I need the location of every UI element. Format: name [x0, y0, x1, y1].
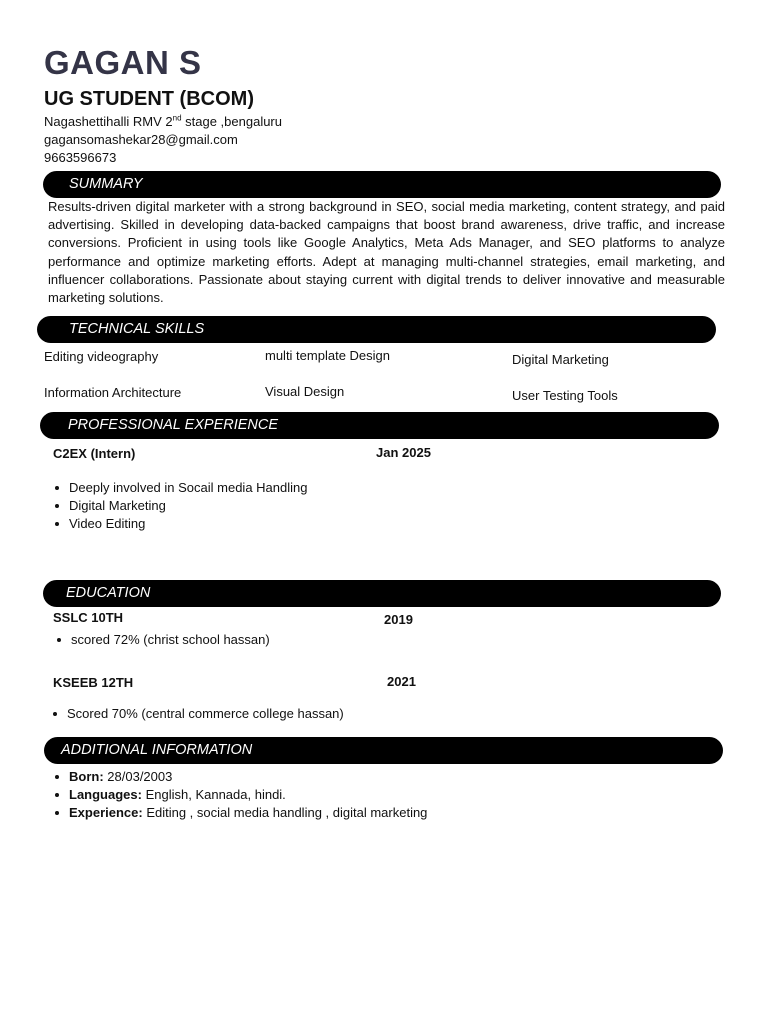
email[interactable]: gagansomashekar28@gmail.com [44, 132, 238, 147]
section-title-experience: PROFESSIONAL EXPERIENCE [68, 417, 279, 433]
section-title-skills: TECHNICAL SKILLS [69, 321, 205, 337]
experience-bullets [53, 479, 307, 533]
skill-item: Information Architecture [44, 385, 182, 400]
address-ordinal: nd [172, 113, 182, 123]
additional-value: 28/03/2003 [103, 769, 173, 784]
additional-label: Born: [69, 769, 104, 784]
skill-item: Visual Design [265, 384, 345, 399]
summary-text: Results-driven digital marketer with a strong background in SEO, social media marketing, content strategy, and paid advertising. Skilled in developing data-backed campaigns that boost brand awareness, drive traffic, and increase conversions. Proficient in using tools like Google Analytics, Meta Ads Manager, and SEO platforms to analyze performance and optimize marketing efforts. Adept at managing multi-channel strategies, email marketing, and influencer collaborations. Passionate about staying current with digital trends to deliver innovative and measurable marketing solutions. [48, 199, 725, 306]
list-item [53, 515, 307, 533]
additional-list [53, 768, 427, 822]
experience-bullet-text: Deeply involved in Socail media Handling [69, 480, 308, 495]
list-item [51, 705, 344, 723]
list-item [53, 768, 427, 786]
education-detail: scored 72% (christ school hassan) [71, 632, 270, 647]
section-bar-experience [40, 412, 719, 439]
skill-item: multi template Design [265, 348, 390, 363]
additional-value: English, Kannada, hindi. [141, 787, 286, 802]
education-bullets [55, 631, 270, 649]
education-year: 2021 [387, 674, 416, 689]
list-item [53, 804, 427, 822]
additional-label: Languages: [69, 787, 142, 802]
section-title-education: EDUCATION [66, 585, 151, 601]
section-bar-skills [37, 316, 716, 343]
address-rest: stage ,bengaluru [181, 114, 282, 129]
section-title-additional: ADDITIONAL INFORMATION [61, 742, 253, 758]
address [44, 114, 282, 129]
address-main: Nagashettihalli RMV 2 [44, 114, 173, 129]
bullet-icon [55, 793, 59, 797]
bullet-icon [57, 638, 61, 642]
list-item [53, 479, 307, 497]
skill-item: Digital Marketing [512, 352, 609, 367]
bullet-icon [55, 522, 59, 526]
education-name: SSLC 10TH [53, 610, 124, 625]
bullet-icon [55, 775, 59, 779]
section-bar-additional [44, 737, 723, 764]
section-bar-summary [43, 171, 721, 198]
section-bar-education [43, 580, 721, 607]
experience-bullet-text: Digital Marketing [69, 498, 166, 513]
education-year: 2019 [384, 612, 413, 627]
education-detail: Scored 70% (central commerce college hassan) [67, 706, 344, 721]
list-item [55, 631, 270, 649]
candidate-name: GAGAN S [44, 44, 202, 81]
bullet-icon [55, 486, 59, 490]
experience-company: C2EX (Intern) [53, 446, 136, 461]
bullet-icon [53, 712, 57, 716]
list-item [53, 497, 307, 515]
bullet-icon [55, 811, 59, 815]
education-name: KSEEB 12TH [53, 675, 134, 690]
additional-label: Experience: [69, 805, 143, 820]
experience-bullet-text: Video Editing [69, 516, 146, 531]
additional-value: Editing , social media handling , digital marketing [142, 805, 428, 820]
section-title-summary: SUMMARY [69, 176, 143, 192]
list-item [53, 786, 427, 804]
phone[interactable]: 9663596673 [44, 150, 117, 165]
education-bullets [51, 705, 344, 723]
skill-item: Editing videography [44, 349, 159, 364]
bullet-icon [55, 504, 59, 508]
candidate-role: UG STUDENT (BCOM) [44, 88, 254, 110]
skill-item: User Testing Tools [512, 388, 618, 403]
experience-date: Jan 2025 [376, 445, 431, 460]
